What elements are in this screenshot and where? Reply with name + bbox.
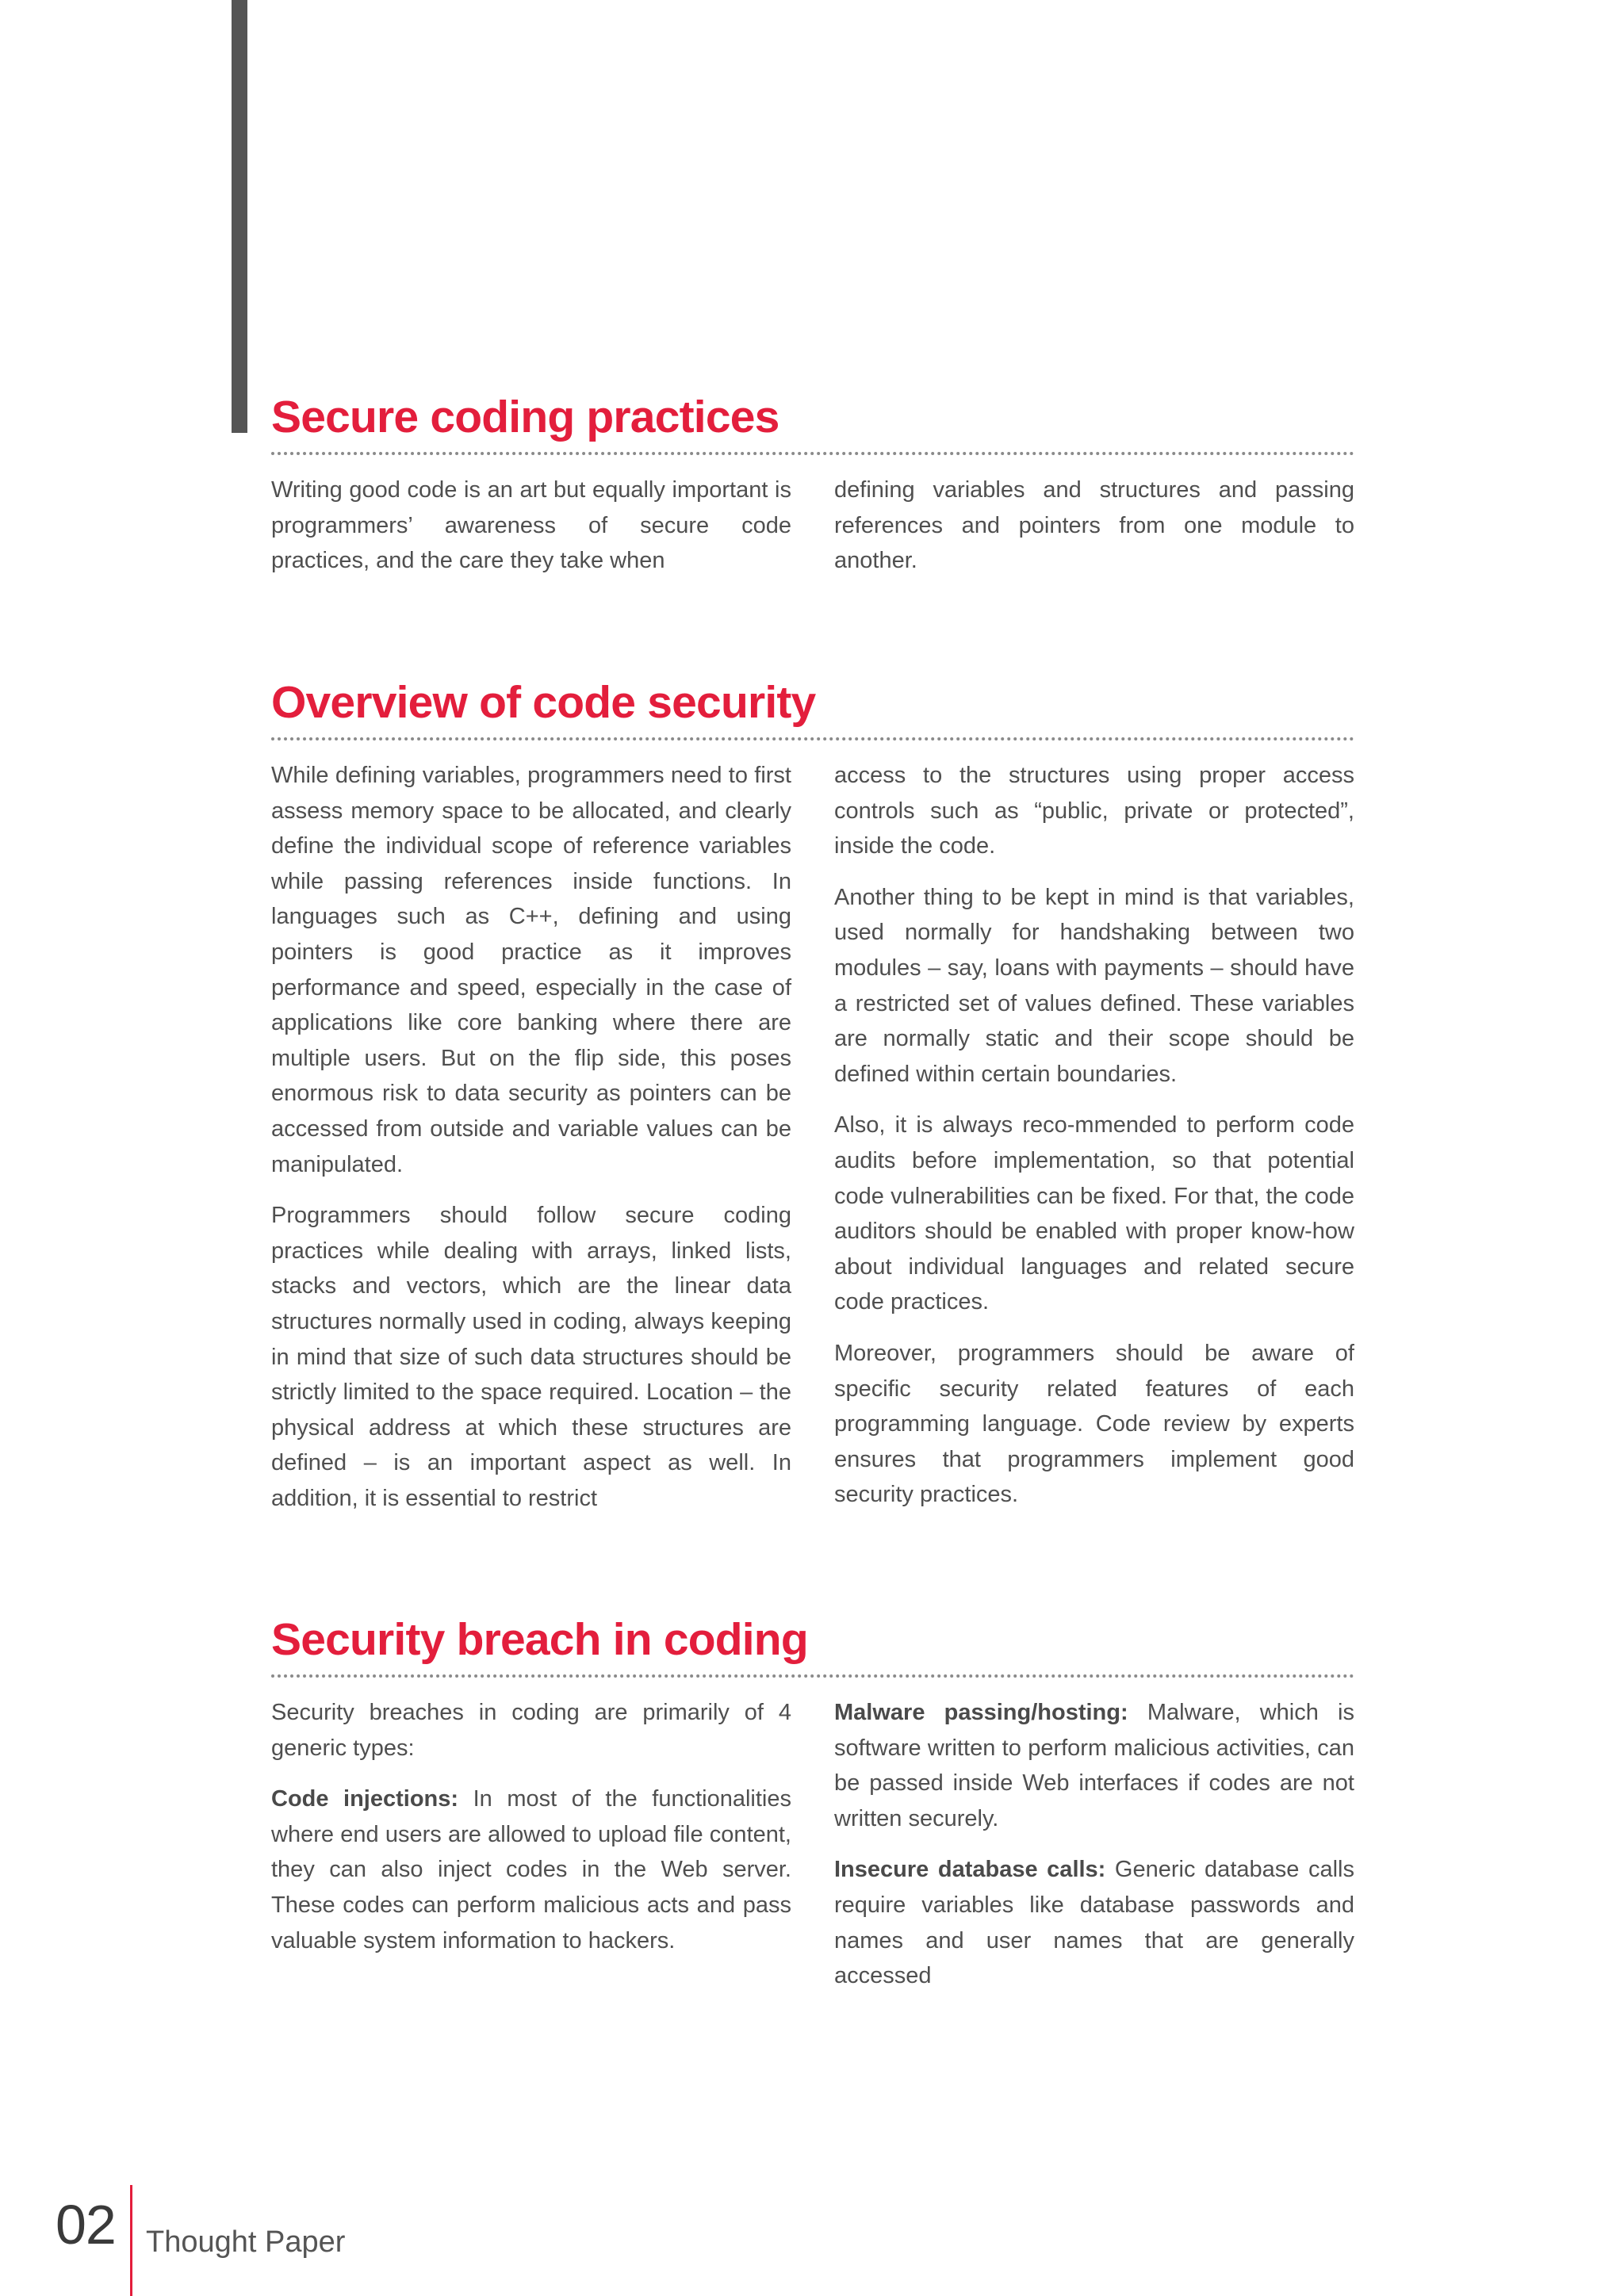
left-column (271, 473, 791, 595)
term-label: Code injections: (271, 1786, 459, 1812)
paragraph: Moreover, programmers should be aware of specific security related features of each programming language. Code review by experts ensures that programmers implement good security practices. (834, 1340, 1354, 1508)
footer-label: Thought Paper (146, 2225, 346, 2259)
page-number: 02 (56, 2194, 116, 2256)
two-column-body (271, 473, 1354, 595)
paragraph-code-injections: Code injections: In most of the functionalities where end users are allowed to upload file content, they can also inject codes in the Web server. These codes can perform malicious acts and pass valuable system information to hackers. (271, 1786, 791, 1954)
paragraph: Security breaches in coding are primarily of 4 generic types: (271, 1700, 791, 1761)
section-title: Secure coding practices (271, 392, 779, 442)
paragraph: Writing good code is an art but equally important is programmers’ awareness of secure code practices, and the care they take when (271, 477, 791, 574)
section-title: Overview of code security (271, 677, 816, 728)
dotted-divider (271, 1674, 1354, 1678)
right-column (834, 1695, 1354, 2010)
side-accent-bar (232, 0, 247, 433)
paragraph: access to the structures using proper access controls such as “public, private or protected”, inside the code. (834, 763, 1354, 859)
paragraph: Another thing to be kept in mind is that variables, used normally for handshaking between two modules – say, loans with payments – should have a restricted set of values defined. These variables are normally static and their scope should be defined within certain boundaries. (834, 884, 1354, 1087)
section-overview-of-code-security (271, 674, 1354, 1532)
two-column-body (271, 1695, 1354, 2010)
section-security-breach-in-coding (271, 1611, 1354, 2010)
two-column-body (271, 758, 1354, 1532)
left-column (271, 758, 791, 1532)
paragraph: Programmers should follow secure coding practices while dealing with arrays, linked lists, stacks and vectors, which are the linear data structures normally used in coding, always keeping in mind that size of such data structures should be strictly limited to the space required. Location – the physical address at which these structures are defined – is an important aspect as well. In addition, it is essential to restrict (271, 1203, 791, 1511)
dotted-divider (271, 737, 1354, 740)
term-label: Insecure database calls: (834, 1857, 1106, 1883)
section-secure-coding-practices (271, 388, 1354, 595)
paragraph: While defining variables, programmers need to first assess memory space to be allocated, and clearly define the individual scope of reference variables while passing references inside functions. In languages such as C++, defining and using pointers is good practice as it improves performance and speed, especially in the case of applications like core banking where there are multiple users. But on the flip side, this poses enormous risk to data security as pointers can be accessed from outside and variable values can be manipulated. (271, 763, 791, 1177)
left-column (271, 1695, 791, 2010)
section-title: Security breach in coding (271, 1614, 808, 1665)
right-column (834, 473, 1354, 595)
term-label: Malware passing/hosting: (834, 1700, 1128, 1725)
footer-divider (130, 2185, 132, 2296)
paragraph: Also, it is always reco-mmended to perform code audits before implementation, so that potential code vulnerabilities can be fixed. For that, the code auditors should be enabled with proper know-how about individual languages and related secure code practices. (834, 1112, 1354, 1315)
paragraph: defining variables and structures and passing references and pointers from one module to another. (834, 477, 1354, 574)
paragraph-insecure-database-calls: Insecure database calls: Generic database calls require variables like database passwords and names and user names that are generally accessed (834, 1857, 1354, 1989)
paragraph-malware-passing: Malware passing/hosting: Malware, which is software written to perform malicious activities, can be passed inside Web interfaces if codes are not written securely. (834, 1700, 1355, 1831)
dotted-divider (271, 452, 1354, 455)
right-column (834, 758, 1354, 1532)
